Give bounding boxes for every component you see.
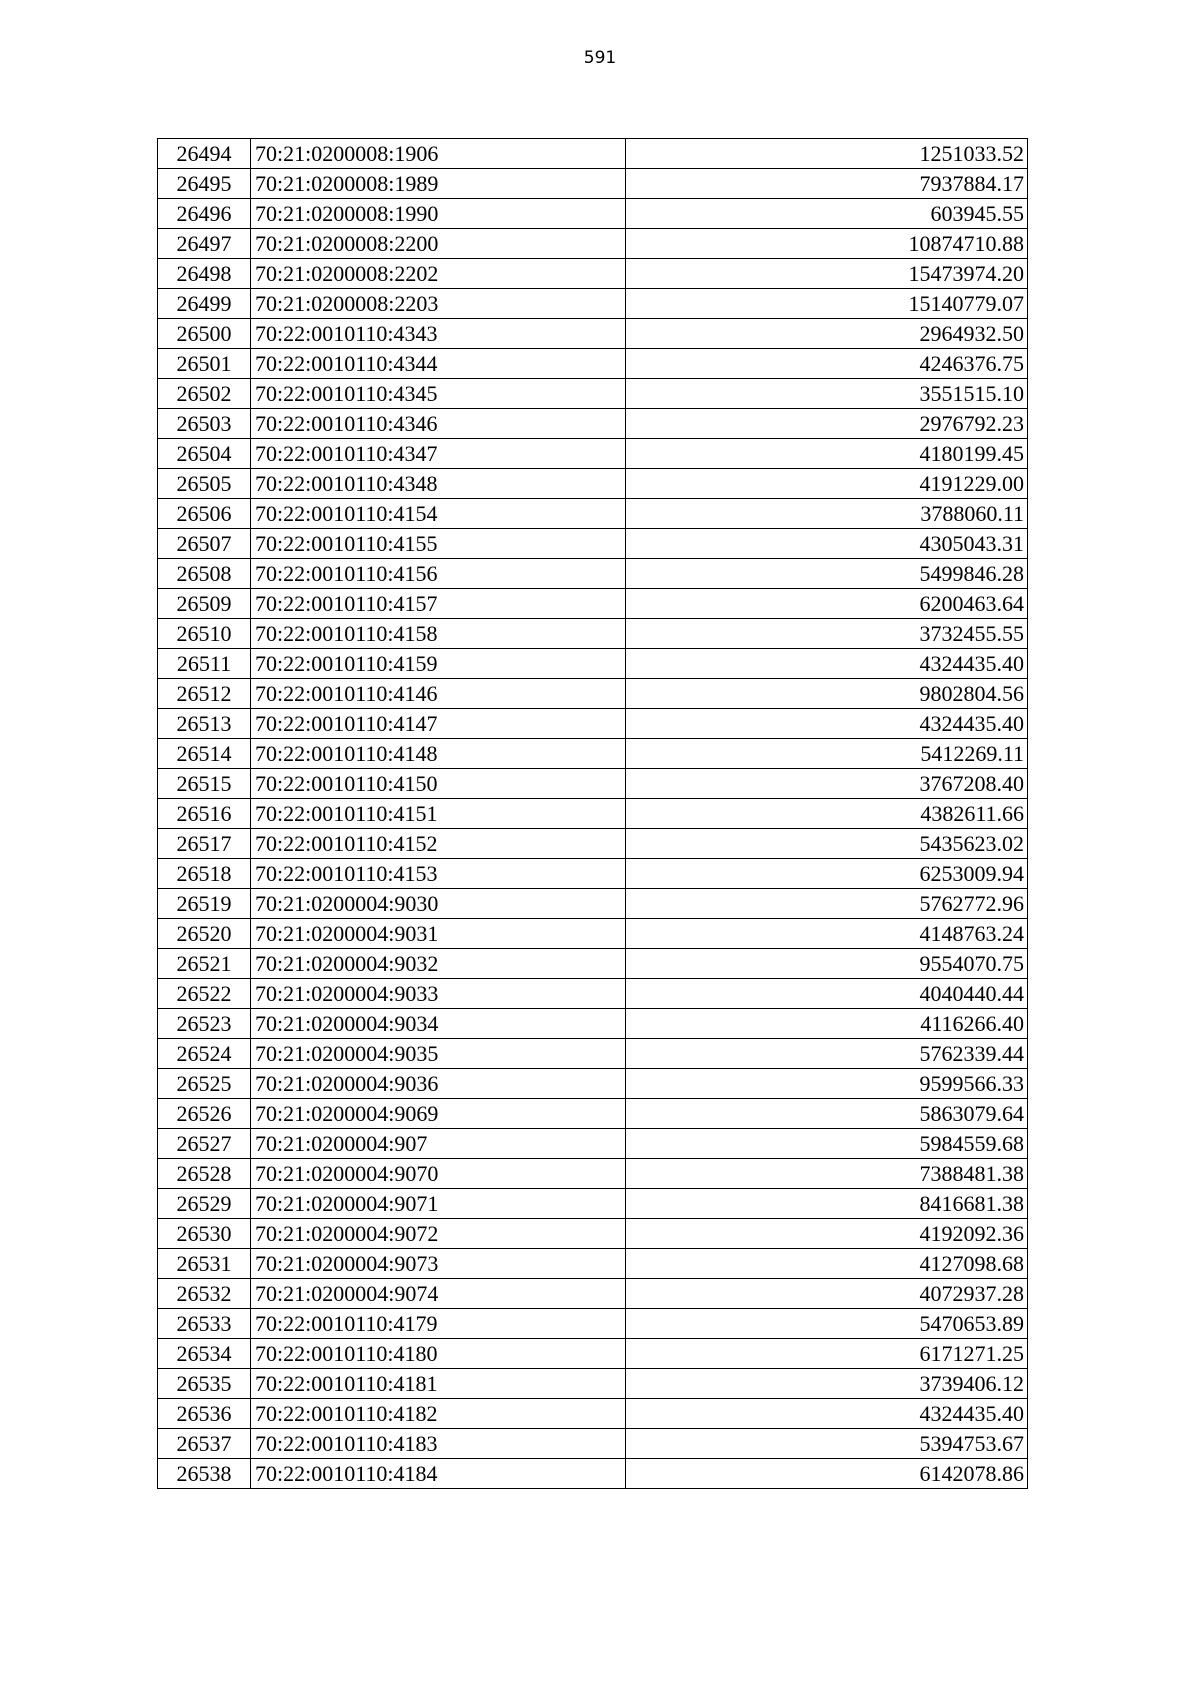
row-number-cell: 26503 [158,409,251,439]
table-row [158,439,1028,469]
table-row [158,949,1028,979]
cadastral-value-cell: 3788060.11 [626,499,1028,529]
cadastral-number-cell: 70:21:0200004:9070 [251,1159,626,1189]
cadastral-number-cell: 70:21:0200004:9069 [251,1099,626,1129]
row-number-cell: 26511 [158,649,251,679]
table-row [158,1369,1028,1399]
row-number-cell: 26498 [158,259,251,289]
cadastral-value-cell: 4191229.00 [626,469,1028,499]
cadastral-value-cell: 5412269.11 [626,739,1028,769]
table-row [158,529,1028,559]
cadastral-value-cell: 4040440.44 [626,979,1028,1009]
row-number-cell: 26495 [158,169,251,199]
row-number-cell: 26508 [158,559,251,589]
cadastral-value-cell: 3739406.12 [626,1369,1028,1399]
row-number-cell: 26530 [158,1219,251,1249]
cadastral-value-cell: 15140779.07 [626,289,1028,319]
cadastral-value-cell: 4246376.75 [626,349,1028,379]
cadastral-value-cell: 5762339.44 [626,1039,1028,1069]
row-number-cell: 26528 [158,1159,251,1189]
cadastral-number-cell: 70:22:0010110:4148 [251,739,626,769]
row-number-cell: 26516 [158,799,251,829]
cadastral-number-cell: 70:22:0010110:4153 [251,859,626,889]
cadastral-number-cell: 70:22:0010110:4150 [251,769,626,799]
cadastral-value-cell: 3767208.40 [626,769,1028,799]
row-number-cell: 26534 [158,1339,251,1369]
cadastral-value-cell: 5984559.68 [626,1129,1028,1159]
cadastral-number-cell: 70:22:0010110:4156 [251,559,626,589]
cadastral-number-cell: 70:22:0010110:4179 [251,1309,626,1339]
cadastral-number-cell: 70:22:0010110:4152 [251,829,626,859]
cadastral-value-cell: 3551515.10 [626,379,1028,409]
cadastral-value-cell: 9599566.33 [626,1069,1028,1099]
row-number-cell: 26510 [158,619,251,649]
row-number-cell: 26517 [158,829,251,859]
cadastral-number-cell: 70:21:0200004:9032 [251,949,626,979]
cadastral-number-cell: 70:22:0010110:4348 [251,469,626,499]
table-row [158,1249,1028,1279]
row-number-cell: 26514 [158,739,251,769]
cadastral-number-cell: 70:22:0010110:4151 [251,799,626,829]
row-number-cell: 26513 [158,709,251,739]
row-number-cell: 26526 [158,1099,251,1129]
cadastral-value-cell: 6142078.86 [626,1459,1028,1489]
table-row [158,1459,1028,1489]
cadastral-value-cell: 4382611.66 [626,799,1028,829]
cadastral-value-cell: 4324435.40 [626,1399,1028,1429]
cadastral-number-cell: 70:21:0200004:9073 [251,1249,626,1279]
cadastral-value-cell: 603945.55 [626,199,1028,229]
cadastral-number-cell: 70:21:0200004:9030 [251,889,626,919]
cadastral-number-cell: 70:22:0010110:4346 [251,409,626,439]
cadastral-value-cell: 4127098.68 [626,1249,1028,1279]
table-row [158,739,1028,769]
cadastral-number-cell: 70:21:0200004:9071 [251,1189,626,1219]
row-number-cell: 26512 [158,679,251,709]
table-row [158,289,1028,319]
row-number-cell: 26494 [158,139,251,169]
row-number-cell: 26522 [158,979,251,1009]
row-number-cell: 26506 [158,499,251,529]
page-number: 591 [583,48,617,68]
cadastral-value-cell: 6200463.64 [626,589,1028,619]
cadastral-value-cell: 1251033.52 [626,139,1028,169]
cadastral-number-cell: 70:21:0200004:9072 [251,1219,626,1249]
table-row [158,349,1028,379]
cadastral-value-cell: 4192092.36 [626,1219,1028,1249]
row-number-cell: 26531 [158,1249,251,1279]
cadastral-value-cell: 4116266.40 [626,1009,1028,1039]
table-row [158,409,1028,439]
cadastral-number-cell: 70:22:0010110:4146 [251,679,626,709]
table-row [158,1429,1028,1459]
row-number-cell: 26505 [158,469,251,499]
table-row [158,169,1028,199]
table-row [158,229,1028,259]
cadastral-number-cell: 70:22:0010110:4158 [251,619,626,649]
cadastral-number-cell: 70:22:0010110:4182 [251,1399,626,1429]
cadastral-number-cell: 70:21:0200008:2200 [251,229,626,259]
cadastral-value-cell: 4180199.45 [626,439,1028,469]
cadastral-number-cell: 70:22:0010110:4157 [251,589,626,619]
table-row [158,769,1028,799]
cadastral-value-cell: 9554070.75 [626,949,1028,979]
table-row [158,589,1028,619]
table-row [158,469,1028,499]
table-row [158,1399,1028,1429]
cadastral-value-cell: 7388481.38 [626,1159,1028,1189]
row-number-cell: 26538 [158,1459,251,1489]
cadastral-value-cell: 4148763.24 [626,919,1028,949]
row-number-cell: 26529 [158,1189,251,1219]
row-number-cell: 26507 [158,529,251,559]
row-number-cell: 26535 [158,1369,251,1399]
cadastral-value-cell: 5394753.67 [626,1429,1028,1459]
row-number-cell: 26537 [158,1429,251,1459]
table-row [158,679,1028,709]
cadastral-value-cell: 4305043.31 [626,529,1028,559]
row-number-cell: 26536 [158,1399,251,1429]
cadastral-value-cell: 5499846.28 [626,559,1028,589]
row-number-cell: 26500 [158,319,251,349]
cadastral-number-cell: 70:22:0010110:4183 [251,1429,626,1459]
cadastral-number-cell: 70:22:0010110:4184 [251,1459,626,1489]
table-row [158,379,1028,409]
cadastral-value-cell: 9802804.56 [626,679,1028,709]
row-number-cell: 26519 [158,889,251,919]
cadastral-value-cell: 5863079.64 [626,1099,1028,1129]
table-row [158,619,1028,649]
table-row [158,499,1028,529]
table-row [158,979,1028,1009]
cadastral-value-cell: 2964932.50 [626,319,1028,349]
cadastral-number-cell: 70:22:0010110:4345 [251,379,626,409]
row-number-cell: 26533 [158,1309,251,1339]
cadastral-value-cell: 10874710.88 [626,229,1028,259]
cadastral-number-cell: 70:21:0200008:2202 [251,259,626,289]
cadastral-value-cell: 4324435.40 [626,709,1028,739]
cadastral-number-cell: 70:21:0200004:9031 [251,919,626,949]
table-row [158,919,1028,949]
cadastral-value-cell: 2976792.23 [626,409,1028,439]
cadastral-number-cell: 70:22:0010110:4181 [251,1369,626,1399]
table-row [158,799,1028,829]
table-row [158,1159,1028,1189]
cadastral-value-cell: 15473974.20 [626,259,1028,289]
row-number-cell: 26502 [158,379,251,409]
row-number-cell: 26497 [158,229,251,259]
row-number-cell: 26524 [158,1039,251,1069]
cadastral-value-table [157,138,1028,1489]
cadastral-number-cell: 70:22:0010110:4180 [251,1339,626,1369]
cadastral-number-cell: 70:22:0010110:4155 [251,529,626,559]
cadastral-value-cell: 4072937.28 [626,1279,1028,1309]
row-number-cell: 26509 [158,589,251,619]
table-row [158,1339,1028,1369]
table-row [158,1099,1028,1129]
row-number-cell: 26496 [158,199,251,229]
cadastral-value-cell: 5762772.96 [626,889,1028,919]
table-row [158,829,1028,859]
row-number-cell: 26515 [158,769,251,799]
cadastral-value-cell: 5470653.89 [626,1309,1028,1339]
table-row [158,1309,1028,1339]
row-number-cell: 26532 [158,1279,251,1309]
table-row [158,649,1028,679]
table-row [158,199,1028,229]
cadastral-number-cell: 70:22:0010110:4154 [251,499,626,529]
cadastral-number-cell: 70:21:0200004:9036 [251,1069,626,1099]
cadastral-number-cell: 70:21:0200004:9035 [251,1039,626,1069]
cadastral-value-cell: 5435623.02 [626,829,1028,859]
cadastral-number-cell: 70:21:0200008:1906 [251,139,626,169]
cadastral-value-cell: 4324435.40 [626,649,1028,679]
table-row [158,259,1028,289]
row-number-cell: 26521 [158,949,251,979]
cadastral-value-cell: 7937884.17 [626,169,1028,199]
table-row [158,1009,1028,1039]
cadastral-number-cell: 70:21:0200004:907 [251,1129,626,1159]
table-row [158,1279,1028,1309]
cadastral-number-cell: 70:22:0010110:4159 [251,649,626,679]
cadastral-number-cell: 70:22:0010110:4344 [251,349,626,379]
cadastral-number-cell: 70:22:0010110:4147 [251,709,626,739]
cadastral-number-cell: 70:21:0200004:9034 [251,1009,626,1039]
row-number-cell: 26504 [158,439,251,469]
table-row [158,1219,1028,1249]
table-row [158,319,1028,349]
row-number-cell: 26527 [158,1129,251,1159]
cadastral-number-cell: 70:22:0010110:4347 [251,439,626,469]
table-row [158,709,1028,739]
cadastral-number-cell: 70:21:0200004:9074 [251,1279,626,1309]
row-number-cell: 26520 [158,919,251,949]
row-number-cell: 26523 [158,1009,251,1039]
table-row [158,889,1028,919]
row-number-cell: 26501 [158,349,251,379]
cadastral-number-cell: 70:21:0200004:9033 [251,979,626,1009]
cadastral-value-cell: 8416681.38 [626,1189,1028,1219]
table-row [158,1189,1028,1219]
cadastral-number-cell: 70:21:0200008:1989 [251,169,626,199]
cadastral-value-cell: 6171271.25 [626,1339,1028,1369]
table-row [158,559,1028,589]
table-row [158,1039,1028,1069]
row-number-cell: 26518 [158,859,251,889]
row-number-cell: 26499 [158,289,251,319]
cadastral-value-cell: 6253009.94 [626,859,1028,889]
table-body [158,139,1028,1489]
cadastral-number-cell: 70:22:0010110:4343 [251,319,626,349]
table-row [158,859,1028,889]
table-row [158,139,1028,169]
cadastral-value-cell: 3732455.55 [626,619,1028,649]
table-row [158,1069,1028,1099]
cadastral-number-cell: 70:21:0200008:2203 [251,289,626,319]
row-number-cell: 26525 [158,1069,251,1099]
cadastral-number-cell: 70:21:0200008:1990 [251,199,626,229]
table-row [158,1129,1028,1159]
